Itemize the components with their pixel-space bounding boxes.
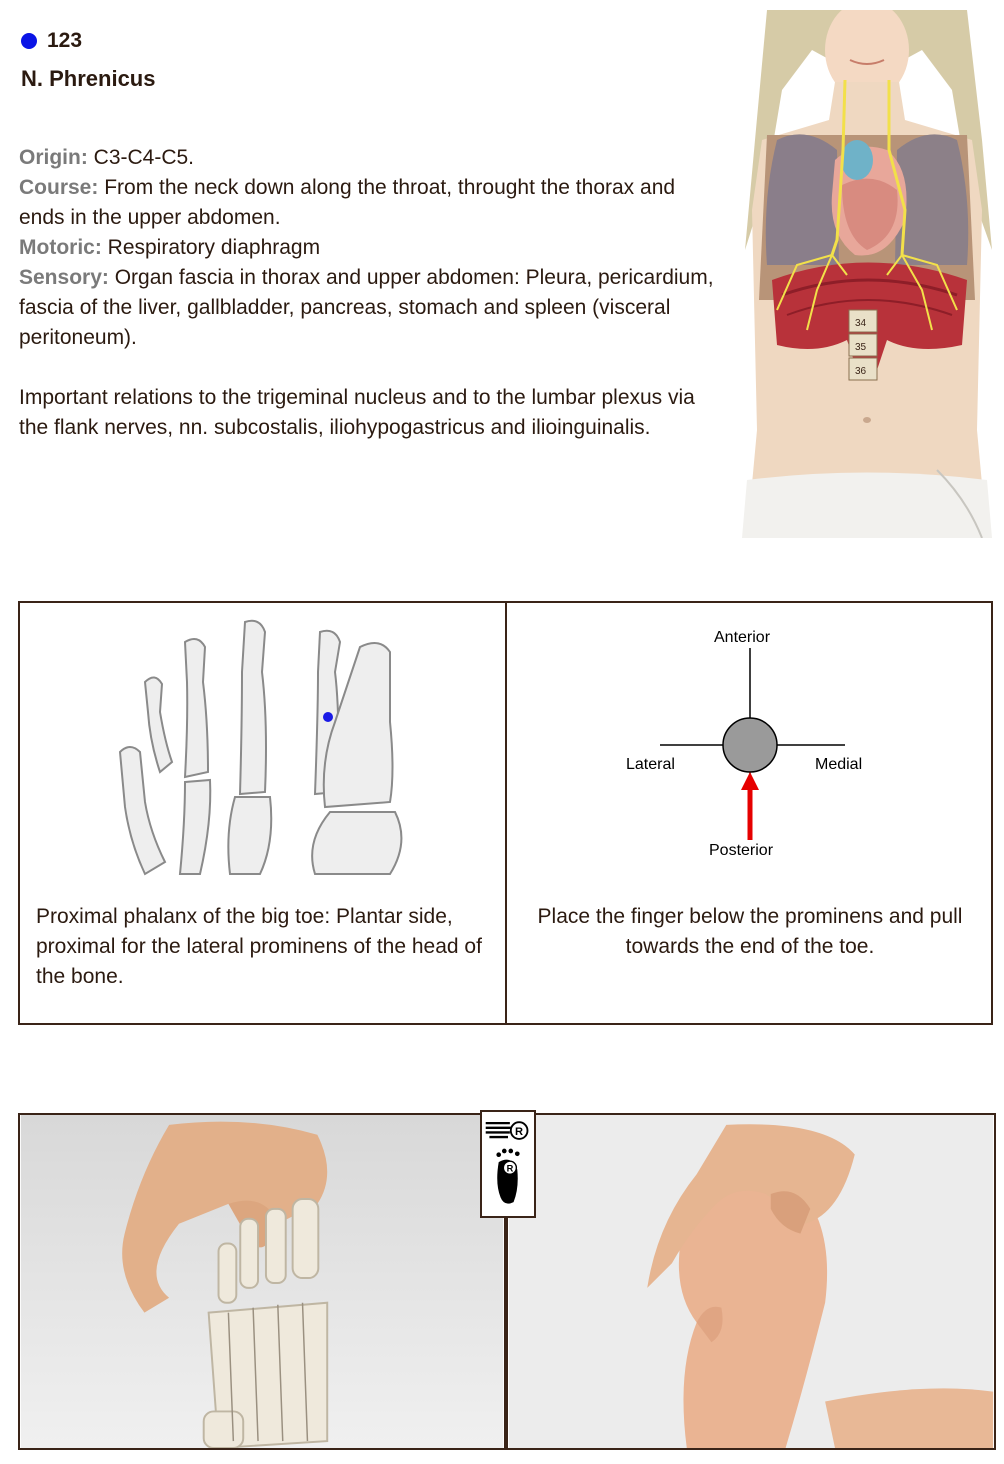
origin-label: Origin: — [19, 146, 88, 169]
motoric-line — [19, 233, 719, 263]
foot-side-letter: R — [506, 1163, 514, 1174]
vertebra-label-1: 34 — [855, 318, 867, 329]
course-label: Course: — [19, 176, 99, 199]
anterior-label: Anterior — [714, 629, 771, 646]
sensory-text: Organ fascia in thorax and upper abdomen: Pleura, pericardium, fascia of the liver, gallbladder, pancreas, stomach and spleen (visceral peritoneum). — [19, 266, 714, 349]
nerve-title: N. Phrenicus — [21, 66, 156, 91]
foot-bones-illustration — [90, 612, 410, 884]
nerve-description — [19, 143, 719, 443]
vertebra-label-3: 36 — [855, 366, 867, 377]
right-hand-icon — [486, 1122, 528, 1139]
sensory-label: Sensory: — [19, 266, 109, 289]
motoric-label: Motoric: — [19, 236, 102, 259]
hand-side-letter: R — [514, 1126, 524, 1139]
direction-diagram — [600, 620, 900, 870]
posterior-label: Posterior — [709, 842, 774, 859]
orientation-icon-box — [480, 1110, 536, 1218]
course-line — [19, 173, 719, 233]
right-foot-icon — [496, 1149, 519, 1204]
medial-label: Medial — [815, 756, 863, 773]
point-number: 123 — [47, 29, 83, 52]
point-marker-dot — [21, 33, 37, 49]
location-caption: Proximal phalanx of the big toe: Plantar side, proximal for the lateral prominens of the head of the bone. — [36, 905, 482, 988]
treatment-hand-photo — [506, 1113, 996, 1450]
sensory-line — [19, 263, 719, 353]
origin-text: C3-C4-C5. — [87, 146, 195, 169]
motoric-text: Respiratory diaphragm — [101, 236, 321, 259]
technique-caption: Place the finger below the prominens and pull towards the end of the toe. — [537, 905, 963, 958]
relations-text: Important relations to the trigeminal nucleus and to the lumbar plexus via the flank nerves, nn. subcostalis, iliohypogastricus and ilioinguinalis. — [19, 386, 695, 439]
direction-center-circle — [723, 718, 777, 772]
torso-anatomy-illustration — [737, 10, 998, 538]
table-divider — [505, 601, 507, 1025]
skeleton-foot-photo — [18, 1113, 506, 1450]
palpation-point-dot — [323, 712, 333, 722]
vertebra-label-2: 35 — [855, 342, 867, 353]
lateral-label: Lateral — [626, 756, 675, 773]
course-text: From the neck down along the throat, throught the thorax and ends in the upper abdomen. — [19, 176, 676, 229]
pull-direction-arrowhead — [741, 772, 759, 790]
origin-line — [19, 143, 719, 173]
